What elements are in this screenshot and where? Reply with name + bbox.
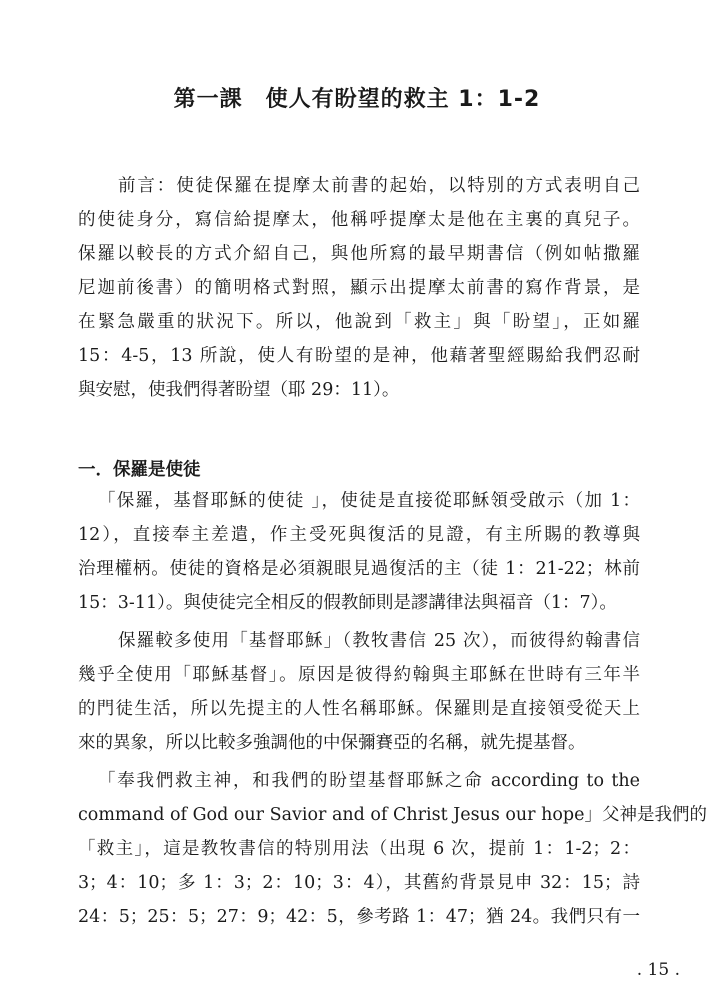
body-line: 3；4：10；多 1：3；2：10；3：4），其舊約背景見申 32：15；詩 bbox=[78, 873, 640, 893]
intro-line: 15：4-5，13 所說，使人有盼望的是神，他藉著聖經賜給我們忍耐 bbox=[78, 346, 640, 366]
body-line: 12），直接奉主差遣，作主受死與復活的見證，有主所賜的教導與 bbox=[78, 525, 640, 545]
body-line: 24：5；25：5；27：9；42：5，參考路 1：47；猶 24。我們只有一 bbox=[78, 907, 640, 927]
intro-line: 在緊急嚴重的狀況下。所以，他說到「救主」與「盼望」，正如羅 bbox=[78, 312, 640, 332]
lesson-title: 第一課 使人有盼望的救主 1：1-2 bbox=[173, 87, 541, 112]
body-line: command of God our Savior and of Christ Jesus our hope」父神是我們的 bbox=[78, 805, 707, 825]
intro-line: 與安慰，使我們得著盼望（耶 29：11）。 bbox=[78, 380, 400, 400]
body-line: 15：3-11）。與使徒完全相反的假教師則是謬講律法與福音（1：7）。 bbox=[78, 593, 617, 613]
body-line: 「救主」，這是教牧書信的特別用法（出現 6 次，提前 1：1-2；2： bbox=[78, 839, 640, 859]
page-number: . 15 . bbox=[636, 960, 680, 980]
body-line: 幾乎全使用「耶穌基督」。原因是彼得約翰與主耶穌在世時有三年半 bbox=[78, 665, 640, 685]
intro-line: 保羅以較長的方式介紹自己，與他所寫的最早期書信（例如帖撒羅 bbox=[78, 244, 640, 264]
body-line: 治理權柄。使徒的資格是必須親眼見過復活的主（徒 1：21-22；林前 bbox=[78, 559, 640, 579]
body-line: 保羅較多使用「基督耶穌」（教牧書信 25 次），而彼得約翰書信 bbox=[118, 631, 640, 651]
intro-line: 的使徒身分，寫信給提摩太，他稱呼提摩太是他在主裏的真兒子。 bbox=[78, 210, 640, 230]
intro-line: 尼迦前後書）的簡明格式對照，顯示出提摩太前書的寫作背景，是 bbox=[78, 278, 640, 298]
body-line: 「奉我們救主神，和我們的盼望基督耶穌之命 according to the bbox=[98, 771, 640, 791]
intro-line: 前言：使徒保羅在提摩太前書的起始，以特別的方式表明自己 bbox=[118, 176, 640, 196]
body-line: 「保羅，基督耶穌的使徒 」，使徒是直接從耶穌領受啟示（加 1： bbox=[98, 491, 640, 511]
body-line: 的門徒生活，所以先提主的人性名稱耶穌。保羅則是直接領受從天上 bbox=[78, 699, 640, 719]
section-heading: 一．保羅是使徒 bbox=[78, 460, 201, 480]
body-line: 來的異象，所以比較多強調他的中保彌賽亞的名稱，就先提基督。 bbox=[78, 733, 586, 753]
